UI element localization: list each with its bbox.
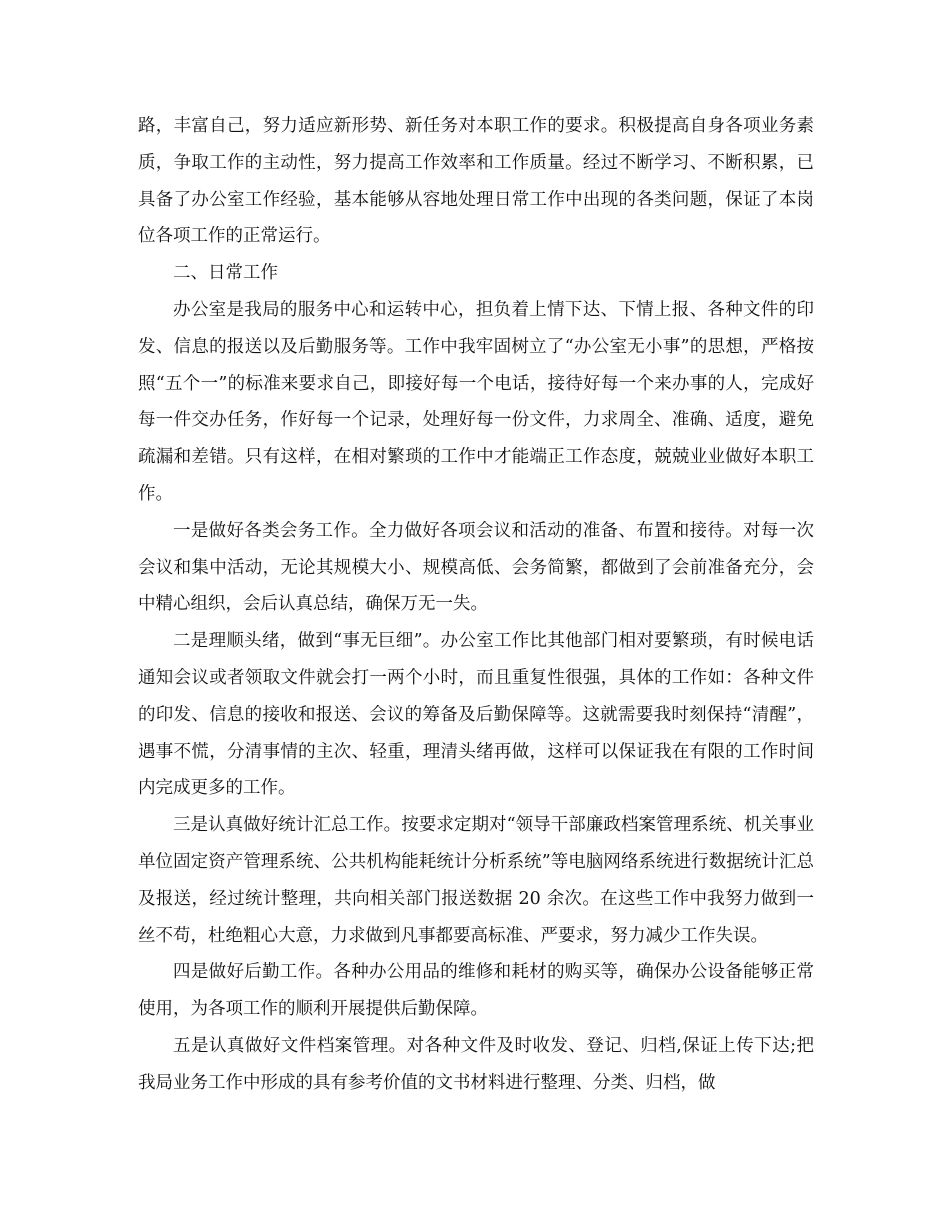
paragraph-archive-management: 五是认真做好文件档案管理。对各种文件及时收发、登记、归档,保证上传下达;把我局业务工作中形成的具有参考价值的文书材料进行整理、分类、归档，做 bbox=[138, 1035, 814, 1093]
paragraph-logistics-work: 四是做好后勤工作。各种办公用品的维修和耗材的购买等，确保办公设备能够正常使用，为各项工作的顺利开展提供后勤保障。 bbox=[138, 962, 814, 1020]
paragraph-office-overview: 办公室是我局的服务中心和运转中心，担负着上情下达、下情上报、各种文件的印发、信息的报送以及后勤服务等。工作中我牢固树立了“办公室无小事”的思想，严格按照“五个一”的标准来要求自己，即接好每一个电话，接待好每一个来办事的人，完成好每一件交办任务，作好每一个记录，处理好每一份文件，力求周全、准确、适度，避免疏漏和差错。只有这样，在相对繁琐的工作中才能端正工作态度，兢兢业业做好本职工作。 bbox=[138, 299, 814, 504]
paragraph-organize-tasks: 二是理顺头绪，做到“事无巨细”。办公室工作比其他部门相对要繁琐，有时候电话通知会议或者领取文件就会打一两个小时，而且重复性很强，具体的工作如：各种文件的印发、信息的接收和报送、会议的筹备及后勤保障等。这就需要我时刻保持“清醒”，遇事不慌，分清事情的主次、轻重，理清头绪再做，这样可以保证我在有限的工作时间内完成更多的工作。 bbox=[138, 631, 814, 799]
paragraph-meeting-work: 一是做好各类会务工作。全力做好各项会议和活动的准备、布置和接待。对每一次会议和集中活动，无论其规模大小、规模高低、会务简繁，都做到了会前准备充分，会中精心组织，会后认真总结，确保万无一失。 bbox=[138, 520, 814, 615]
continuation-paragraph: 路，丰富自己，努力适应新形势、新任务对本职工作的要求。积极提高自身各项业务素质，争取工作的主动性，努力提高工作效率和工作质量。经过不断学习、不断积累，已具备了办公室工作经验，基本能够从容地处理日常工作中出现的各类问题，保证了本岗位各项工作的正常运行。 bbox=[138, 116, 814, 247]
document-page bbox=[138, 108, 814, 1102]
section-heading: 二、日常工作 bbox=[173, 263, 278, 284]
paragraph-statistics-work: 三是认真做好统计汇总工作。按要求定期对“领导干部廉政档案管理系统、机关事业单位固定资产管理系统、公共机构能耗统计分析系统”等电脑网络系统进行数据统计汇总及报送，经过统计整理，共向相关部门报送数据 20 余次。在这些工作中我努力做到一丝不苟，杜绝粗心大意，力求做到凡事都要高标准、严要求，努力减少工作失误。 bbox=[138, 815, 814, 946]
